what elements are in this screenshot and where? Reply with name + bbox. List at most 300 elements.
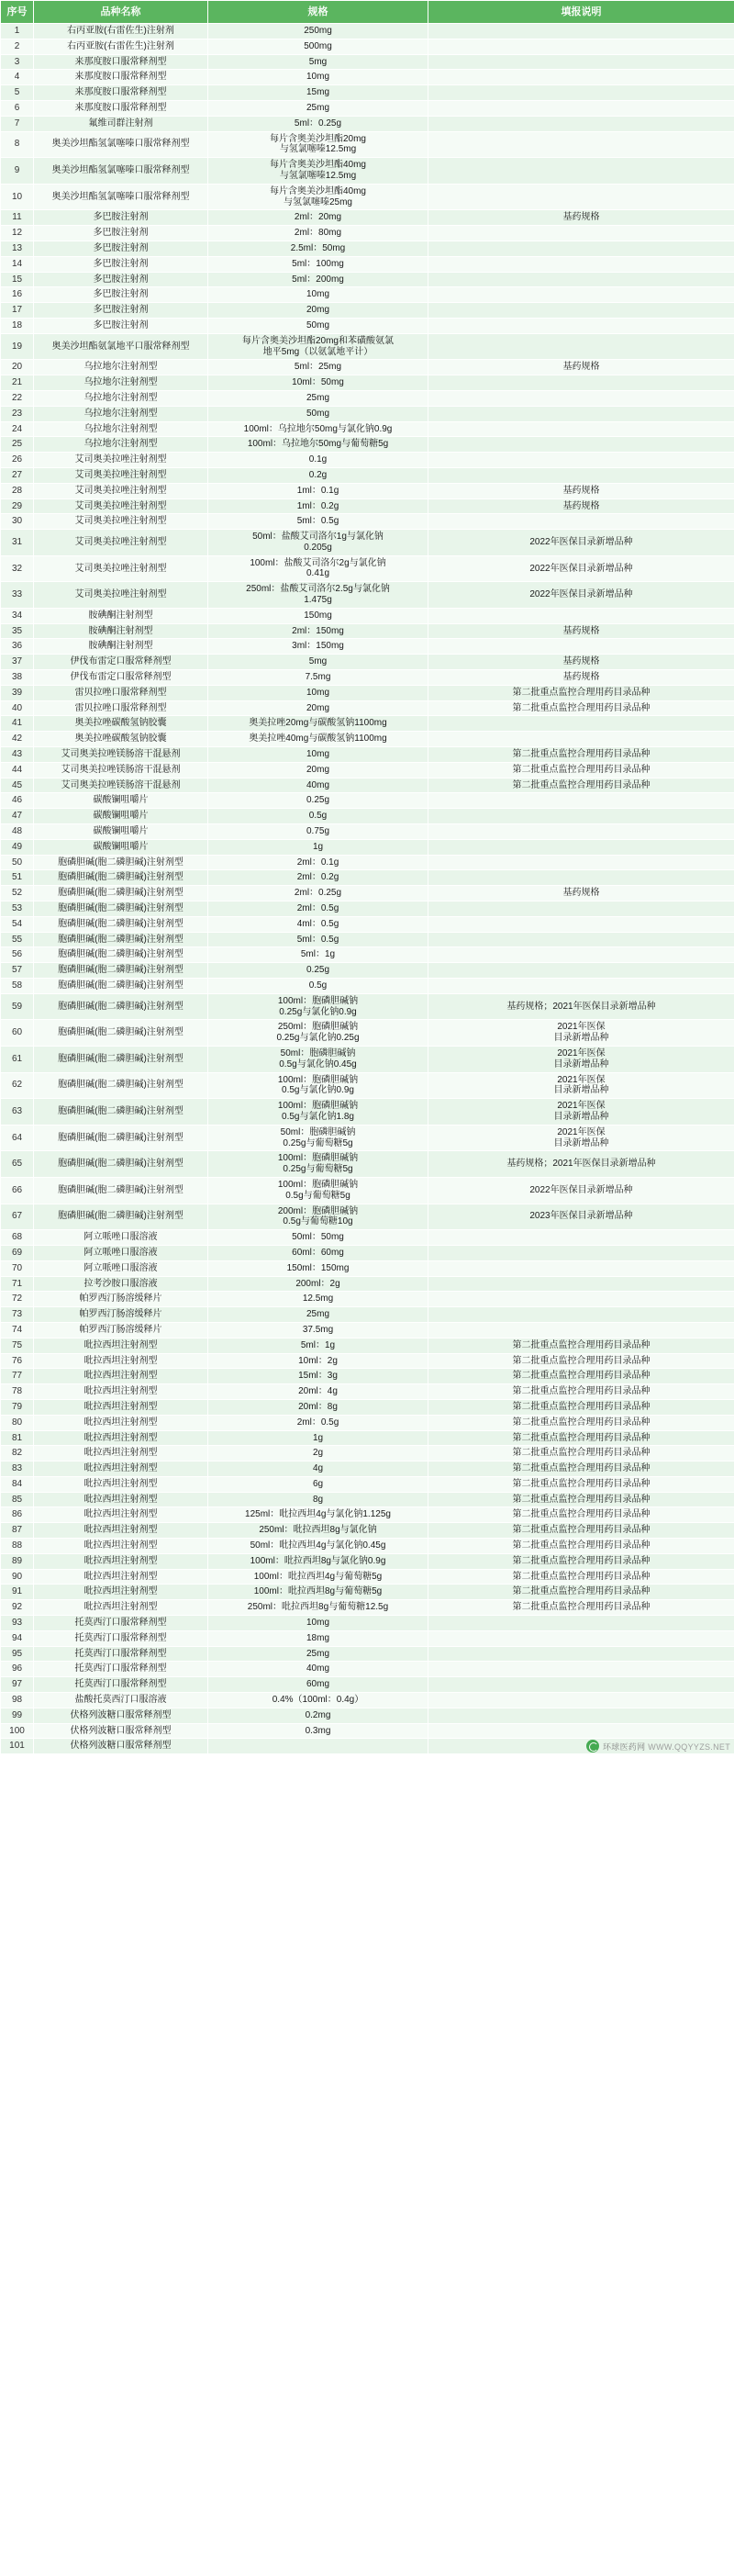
row-product-name: 胞磷胆碱(胞二磷胆碱)注射剂型 [34, 1020, 208, 1047]
table-row [1, 1046, 734, 1072]
row-specification: 0.25g [208, 963, 428, 979]
row-note [428, 932, 734, 947]
row-specification: 50mg [208, 406, 428, 421]
row-product-name: 伏格列波糖口服常释剂型 [34, 1739, 208, 1754]
row-specification: 0.25g [208, 793, 428, 809]
row-specification: 15ml：3g [208, 1369, 428, 1384]
row-index: 34 [1, 608, 34, 623]
row-product-name: 胞磷胆碱(胞二磷胆碱)注射剂型 [34, 1204, 208, 1230]
row-index: 59 [1, 993, 34, 1020]
table-row [1, 1462, 734, 1477]
row-note: 基药规格 [428, 623, 734, 639]
row-note [428, 1245, 734, 1260]
row-product-name: 艾司奥美拉唑注射剂型 [34, 530, 208, 556]
table-row [1, 1125, 734, 1151]
row-index: 10 [1, 184, 34, 210]
table-row [1, 778, 734, 793]
table-row [1, 437, 734, 453]
row-index: 58 [1, 979, 34, 994]
table-row [1, 947, 734, 963]
row-product-name: 吡拉西坦注射剂型 [34, 1415, 208, 1430]
row-product-name: 胞磷胆碱(胞二磷胆碱)注射剂型 [34, 932, 208, 947]
row-index: 32 [1, 555, 34, 582]
row-specification: 3ml：150mg [208, 639, 428, 655]
row-note [428, 100, 734, 116]
row-specification: 150ml：150mg [208, 1260, 428, 1276]
row-note [428, 855, 734, 870]
table-row [1, 809, 734, 824]
table-row [1, 1492, 734, 1507]
table-row [1, 467, 734, 483]
row-note: 2021年医保 目录新增品种 [428, 1099, 734, 1126]
table-row [1, 793, 734, 809]
row-note [428, 303, 734, 319]
row-product-name: 吡拉西坦注射剂型 [34, 1492, 208, 1507]
row-product-name: 胺碘酮注射剂型 [34, 639, 208, 655]
row-product-name: 雷贝拉唑口服常释剂型 [34, 685, 208, 700]
row-note [428, 1646, 734, 1662]
row-note [428, 639, 734, 655]
table-row [1, 1369, 734, 1384]
header-note: 填报说明 [428, 1, 734, 24]
table-row [1, 979, 734, 994]
table-row [1, 916, 734, 932]
header-index: 序号 [1, 1, 34, 24]
row-index: 35 [1, 623, 34, 639]
row-specification: 10mg [208, 685, 428, 700]
row-specification: 18mg [208, 1630, 428, 1646]
row-index: 93 [1, 1616, 34, 1631]
row-product-name: 乌拉地尔注射剂型 [34, 390, 208, 406]
table-row [1, 116, 734, 131]
row-index: 22 [1, 390, 34, 406]
row-specification: 100ml：胞磷胆碱钠 0.5g与氯化钠1.8g [208, 1099, 428, 1126]
table-row [1, 1616, 734, 1631]
row-specification: 25mg [208, 100, 428, 116]
row-index: 98 [1, 1693, 34, 1708]
row-specification: 5ml：200mg [208, 272, 428, 287]
row-index: 31 [1, 530, 34, 556]
row-note [428, 1662, 734, 1677]
table-row [1, 375, 734, 391]
table-row [1, 762, 734, 778]
row-specification: 15mg [208, 85, 428, 101]
row-specification: 0.5g [208, 979, 428, 994]
table-row [1, 360, 734, 375]
row-index: 95 [1, 1646, 34, 1662]
row-specification: 1ml：0.2g [208, 498, 428, 514]
table-row [1, 1292, 734, 1307]
row-specification: 25mg [208, 1307, 428, 1323]
row-product-name: 吡拉西坦注射剂型 [34, 1585, 208, 1600]
row-note [428, 916, 734, 932]
row-product-name: 来那度胺口服常释剂型 [34, 85, 208, 101]
row-product-name: 吡拉西坦注射剂型 [34, 1507, 208, 1523]
row-specification: 2ml：0.5g [208, 902, 428, 917]
row-specification: 1g [208, 839, 428, 855]
row-index: 8 [1, 131, 34, 158]
table-row [1, 39, 734, 54]
row-product-name: 胞磷胆碱(胞二磷胆碱)注射剂型 [34, 1177, 208, 1204]
table-row [1, 210, 734, 226]
row-index: 99 [1, 1708, 34, 1723]
row-index: 81 [1, 1430, 34, 1446]
row-specification: 50ml：胞磷胆碱钠 0.25g与葡萄糖5g [208, 1125, 428, 1151]
row-note: 第二批重点监控合理用药目录品种 [428, 1369, 734, 1384]
globe-icon [586, 1740, 599, 1753]
table-row [1, 1662, 734, 1677]
table-row [1, 70, 734, 85]
row-index: 38 [1, 670, 34, 686]
row-specification: 12.5mg [208, 1292, 428, 1307]
row-product-name: 碳酸镧咀嚼片 [34, 809, 208, 824]
row-specification: 2ml：0.5g [208, 1415, 428, 1430]
table-row [1, 303, 734, 319]
row-product-name: 乌拉地尔注射剂型 [34, 406, 208, 421]
row-index: 5 [1, 85, 34, 101]
row-index: 48 [1, 824, 34, 840]
row-product-name: 胞磷胆碱(胞二磷胆碱)注射剂型 [34, 855, 208, 870]
table-row [1, 1646, 734, 1662]
row-product-name: 艾司奥美拉唑注射剂型 [34, 453, 208, 468]
row-index: 3 [1, 54, 34, 70]
row-product-name: 胞磷胆碱(胞二磷胆碱)注射剂型 [34, 886, 208, 902]
row-note [428, 421, 734, 437]
table-row [1, 839, 734, 855]
row-note: 第二批重点监控合理用药目录品种 [428, 1507, 734, 1523]
row-note [428, 1616, 734, 1631]
row-index: 82 [1, 1446, 34, 1462]
row-specification: 4g [208, 1462, 428, 1477]
row-note [428, 839, 734, 855]
row-product-name: 碳酸镧咀嚼片 [34, 839, 208, 855]
row-note: 第二批重点监控合理用药目录品种 [428, 685, 734, 700]
row-note [428, 1322, 734, 1338]
row-note: 第二批重点监控合理用药目录品种 [428, 1415, 734, 1430]
row-specification: 100ml：胞磷胆碱钠 0.25g与氯化钠0.9g [208, 993, 428, 1020]
row-index: 92 [1, 1600, 34, 1616]
row-product-name: 氟维司群注射剂 [34, 116, 208, 131]
table-row [1, 390, 734, 406]
row-index: 80 [1, 1415, 34, 1430]
row-specification: 8g [208, 1492, 428, 1507]
row-note [428, 947, 734, 963]
row-note [428, 158, 734, 185]
row-product-name: 胺碘酮注射剂型 [34, 608, 208, 623]
table-row [1, 1245, 734, 1260]
row-product-name: 伏格列波糖口服常释剂型 [34, 1723, 208, 1739]
row-product-name: 奥美沙坦酯氢氯噻嗪口服常释剂型 [34, 131, 208, 158]
row-index: 60 [1, 1020, 34, 1047]
row-product-name: 帕罗西汀肠溶缓释片 [34, 1292, 208, 1307]
table-row [1, 54, 734, 70]
row-specification: 0.2g [208, 467, 428, 483]
row-specification: 200ml：胞磷胆碱钠 0.5g与葡萄糖10g [208, 1204, 428, 1230]
row-specification: 0.3mg [208, 1723, 428, 1739]
table-row [1, 1585, 734, 1600]
row-product-name: 多巴胺注射剂 [34, 241, 208, 256]
row-specification: 50ml：50mg [208, 1230, 428, 1246]
row-index: 14 [1, 256, 34, 272]
row-note: 2021年医保 目录新增品种 [428, 1020, 734, 1047]
row-note [428, 467, 734, 483]
row-note: 2021年医保 目录新增品种 [428, 1072, 734, 1099]
row-index: 85 [1, 1492, 34, 1507]
table-row [1, 700, 734, 716]
row-specification: 50ml：盐酸艾司洛尔1g与氯化钠 0.205g [208, 530, 428, 556]
row-product-name: 帕罗西汀肠溶缓释片 [34, 1307, 208, 1323]
row-index: 1 [1, 24, 34, 39]
row-specification: 250ml：胞磷胆碱钠 0.25g与氯化钠0.25g [208, 1020, 428, 1047]
table-row [1, 421, 734, 437]
row-index: 61 [1, 1046, 34, 1072]
row-product-name: 胞磷胆碱(胞二磷胆碱)注射剂型 [34, 1125, 208, 1151]
table-row [1, 1708, 734, 1723]
row-note [428, 453, 734, 468]
row-index: 23 [1, 406, 34, 421]
table-row [1, 1353, 734, 1369]
row-product-name: 乌拉地尔注射剂型 [34, 375, 208, 391]
row-note [428, 979, 734, 994]
row-specification [208, 1739, 428, 1754]
row-note: 2021年医保 目录新增品种 [428, 1125, 734, 1151]
row-specification: 100ml：胞磷胆碱钠 0.5g与葡萄糖5g [208, 1177, 428, 1204]
row-index: 68 [1, 1230, 34, 1246]
row-product-name: 阿立哌唑口服溶液 [34, 1230, 208, 1246]
row-specification: 2ml：0.2g [208, 870, 428, 886]
table-row [1, 1723, 734, 1739]
row-specification: 100ml：乌拉地尔50mg与氯化钠0.9g [208, 421, 428, 437]
row-specification: 125ml：吡拉西坦4g与氯化钠1.125g [208, 1507, 428, 1523]
row-product-name: 来那度胺口服常释剂型 [34, 54, 208, 70]
row-note [428, 54, 734, 70]
row-specification: 10mg [208, 70, 428, 85]
row-note: 基药规格 [428, 886, 734, 902]
row-index: 55 [1, 932, 34, 947]
row-product-name: 吡拉西坦注射剂型 [34, 1462, 208, 1477]
row-specification: 奥美拉唑20mg与碳酸氢钠1100mg [208, 716, 428, 732]
table-row [1, 1553, 734, 1569]
row-product-name: 碳酸镧咀嚼片 [34, 793, 208, 809]
row-product-name: 吡拉西坦注射剂型 [34, 1430, 208, 1446]
table-row [1, 333, 734, 360]
row-product-name: 艾司奥美拉唑镁肠溶干混悬剂 [34, 762, 208, 778]
row-specification: 60mg [208, 1677, 428, 1693]
row-index: 72 [1, 1292, 34, 1307]
header-specification: 规格 [208, 1, 428, 24]
table-row [1, 1446, 734, 1462]
row-product-name: 奥美拉唑碳酸氢钠胶囊 [34, 716, 208, 732]
row-index: 87 [1, 1523, 34, 1539]
row-product-name: 多巴胺注射剂 [34, 256, 208, 272]
row-specification: 0.75g [208, 824, 428, 840]
row-specification: 5ml：100mg [208, 256, 428, 272]
row-product-name: 拉考沙胺口服溶液 [34, 1276, 208, 1292]
row-index: 91 [1, 1585, 34, 1600]
row-product-name: 吡拉西坦注射剂型 [34, 1353, 208, 1369]
row-product-name: 伊伐布雷定口服常释剂型 [34, 655, 208, 670]
row-note: 第二批重点监控合理用药目录品种 [428, 1585, 734, 1600]
table-row [1, 1399, 734, 1415]
table-row [1, 453, 734, 468]
row-note [428, 287, 734, 303]
row-index: 70 [1, 1260, 34, 1276]
table-row [1, 1507, 734, 1523]
row-specification: 1g [208, 1430, 428, 1446]
row-note [428, 437, 734, 453]
table-row [1, 1322, 734, 1338]
table-row [1, 406, 734, 421]
row-note: 第二批重点监控合理用药目录品种 [428, 1553, 734, 1569]
row-specification: 7.5mg [208, 670, 428, 686]
row-product-name: 艾司奥美拉唑注射剂型 [34, 514, 208, 530]
row-specification: 20mg [208, 762, 428, 778]
table-row [1, 1384, 734, 1400]
row-index: 9 [1, 158, 34, 185]
row-product-name: 乌拉地尔注射剂型 [34, 360, 208, 375]
row-note: 2022年医保目录新增品种 [428, 582, 734, 609]
row-note [428, 116, 734, 131]
row-note: 基药规格 [428, 655, 734, 670]
row-note [428, 1260, 734, 1276]
row-specification: 100ml：胞磷胆碱钠 0.25g与葡萄糖5g [208, 1151, 428, 1178]
row-product-name: 来那度胺口服常释剂型 [34, 100, 208, 116]
row-specification: 5ml：0.5g [208, 514, 428, 530]
table-row [1, 555, 734, 582]
row-product-name: 吡拉西坦注射剂型 [34, 1384, 208, 1400]
row-note [428, 226, 734, 241]
row-note: 基药规格 [428, 483, 734, 498]
row-note: 第二批重点监控合理用药目录品种 [428, 1462, 734, 1477]
row-note: 2022年医保目录新增品种 [428, 555, 734, 582]
row-note [428, 963, 734, 979]
row-index: 39 [1, 685, 34, 700]
row-index: 45 [1, 778, 34, 793]
row-index: 89 [1, 1553, 34, 1569]
row-specification: 250ml：吡拉西坦8g与葡萄糖12.5g [208, 1600, 428, 1616]
row-index: 97 [1, 1677, 34, 1693]
table-row [1, 685, 734, 700]
row-product-name: 多巴胺注射剂 [34, 287, 208, 303]
row-specification: 5ml：0.5g [208, 932, 428, 947]
row-note: 2021年医保 目录新增品种 [428, 1046, 734, 1072]
row-specification: 100ml：盐酸艾司洛尔2g与氯化钠 0.41g [208, 555, 428, 582]
row-specification: 40mg [208, 1662, 428, 1677]
row-index: 15 [1, 272, 34, 287]
row-product-name: 胞磷胆碱(胞二磷胆碱)注射剂型 [34, 963, 208, 979]
row-specification: 100ml：吡拉西坦4g与葡萄糖5g [208, 1569, 428, 1585]
table-row [1, 582, 734, 609]
row-specification: 150mg [208, 608, 428, 623]
row-note: 基药规格；2021年医保目录新增品种 [428, 1151, 734, 1178]
row-index: 33 [1, 582, 34, 609]
row-note [428, 732, 734, 747]
row-specification: 20mg [208, 700, 428, 716]
table-row [1, 1476, 734, 1492]
row-note: 第二批重点监控合理用药目录品种 [428, 1446, 734, 1462]
row-product-name: 伊伐布雷定口服常释剂型 [34, 670, 208, 686]
row-index: 57 [1, 963, 34, 979]
row-product-name: 艾司奥美拉唑注射剂型 [34, 555, 208, 582]
row-index: 86 [1, 1507, 34, 1523]
table-row [1, 1204, 734, 1230]
row-product-name: 来那度胺口服常释剂型 [34, 70, 208, 85]
table-row [1, 1099, 734, 1126]
row-specification: 20ml：4g [208, 1384, 428, 1400]
row-specification: 0.4%（100ml：0.4g） [208, 1693, 428, 1708]
row-product-name: 伏格列波糖口服常释剂型 [34, 1708, 208, 1723]
row-product-name: 阿立哌唑口服溶液 [34, 1245, 208, 1260]
row-index: 100 [1, 1723, 34, 1739]
row-note [428, 390, 734, 406]
row-product-name: 艾司奥美拉唑注射剂型 [34, 483, 208, 498]
row-product-name: 托莫西汀口服常释剂型 [34, 1616, 208, 1631]
row-specification: 50ml：吡拉西坦4g与氯化钠0.45g [208, 1539, 428, 1554]
row-product-name: 胞磷胆碱(胞二磷胆碱)注射剂型 [34, 993, 208, 1020]
row-specification: 250ml：吡拉西坦8g与氯化钠 [208, 1523, 428, 1539]
row-index: 64 [1, 1125, 34, 1151]
row-specification: 2ml：20mg [208, 210, 428, 226]
row-specification: 10mg [208, 1616, 428, 1631]
row-index: 6 [1, 100, 34, 116]
row-specification: 每片含奥美沙坦酯40mg 与氢氯噻嗪25mg [208, 184, 428, 210]
row-specification: 40mg [208, 778, 428, 793]
table-row [1, 1230, 734, 1246]
row-index: 26 [1, 453, 34, 468]
row-product-name: 雷贝拉唑口服常释剂型 [34, 700, 208, 716]
table-row [1, 287, 734, 303]
table-row [1, 1020, 734, 1047]
row-note [428, 1677, 734, 1693]
table-row [1, 732, 734, 747]
row-index: 42 [1, 732, 34, 747]
row-specification: 100ml：胞磷胆碱钠 0.5g与氯化钠0.9g [208, 1072, 428, 1099]
row-specification: 100ml：乌拉地尔50mg与葡萄糖5g [208, 437, 428, 453]
row-index: 40 [1, 700, 34, 716]
table-row [1, 226, 734, 241]
row-product-name: 多巴胺注射剂 [34, 210, 208, 226]
row-index: 74 [1, 1322, 34, 1338]
row-index: 69 [1, 1245, 34, 1260]
row-index: 29 [1, 498, 34, 514]
row-specification: 5ml：0.25g [208, 116, 428, 131]
row-index: 13 [1, 241, 34, 256]
row-index: 84 [1, 1476, 34, 1492]
row-product-name: 多巴胺注射剂 [34, 318, 208, 333]
row-product-name: 吡拉西坦注射剂型 [34, 1399, 208, 1415]
row-specification: 10mg [208, 747, 428, 763]
row-product-name: 吡拉西坦注射剂型 [34, 1569, 208, 1585]
row-index: 28 [1, 483, 34, 498]
table-row [1, 498, 734, 514]
row-index: 75 [1, 1338, 34, 1353]
row-index: 24 [1, 421, 34, 437]
table-row [1, 131, 734, 158]
table-row [1, 1260, 734, 1276]
row-note [428, 1276, 734, 1292]
table-header-row [1, 1, 734, 24]
row-index: 37 [1, 655, 34, 670]
row-note: 第二批重点监控合理用药目录品种 [428, 1492, 734, 1507]
row-index: 88 [1, 1539, 34, 1554]
row-product-name: 吡拉西坦注射剂型 [34, 1523, 208, 1539]
row-product-name: 奥美沙坦酯氨氯地平口服常释剂型 [34, 333, 208, 360]
row-index: 21 [1, 375, 34, 391]
row-note [428, 809, 734, 824]
table-row [1, 902, 734, 917]
table-row [1, 241, 734, 256]
row-specification: 10mg [208, 287, 428, 303]
